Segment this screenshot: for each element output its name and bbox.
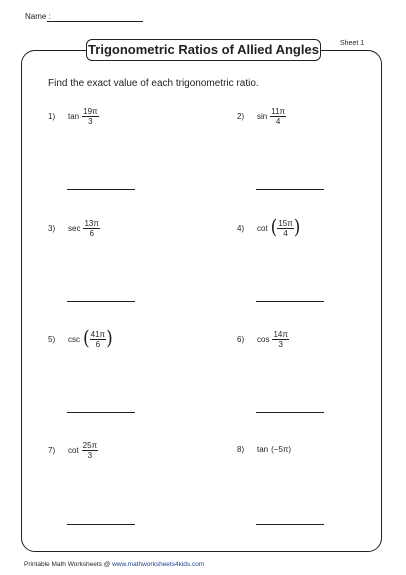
- footer-site-link[interactable]: www.mathworksheets4kids.com: [112, 561, 205, 568]
- problem-number: 1): [48, 112, 56, 121]
- problem-number: 5): [48, 335, 56, 344]
- answer-line-3[interactable]: [67, 301, 135, 302]
- denominator: 3: [88, 117, 93, 126]
- problem-6: [237, 330, 289, 349]
- problem-number: 8): [237, 445, 245, 454]
- answer-line-4[interactable]: [256, 301, 324, 302]
- fraction: [277, 219, 293, 238]
- trig-function: csc: [68, 335, 80, 344]
- name-label: Name :: [25, 12, 51, 21]
- denominator: 4: [275, 117, 281, 126]
- trig-function: sec: [68, 224, 81, 233]
- denominator: 6: [95, 340, 101, 349]
- fraction: [270, 107, 286, 126]
- problem-5: [48, 327, 113, 351]
- denominator: 6: [89, 229, 94, 238]
- answer-line-7[interactable]: [67, 524, 135, 525]
- right-paren: ): [293, 216, 301, 240]
- answer-line-5[interactable]: [67, 412, 135, 413]
- problem-number: 7): [48, 446, 56, 455]
- worksheet-title: Trigonometric Ratios of Allied Angles: [86, 39, 321, 61]
- numerator: 14π: [273, 330, 288, 339]
- trig-function: cos: [257, 335, 270, 344]
- fraction: [82, 107, 98, 126]
- numerator: 13π: [84, 219, 99, 228]
- trig-function: tan: [68, 112, 80, 121]
- problem-number: 3): [48, 224, 56, 233]
- numerator: 15π: [278, 219, 293, 228]
- footer-prefix: Printable Math Worksheets @: [24, 561, 113, 568]
- trig-function: cot: [257, 224, 268, 233]
- expression: (−5π): [271, 445, 292, 454]
- problem-1: [48, 107, 99, 126]
- denominator: 4: [283, 229, 288, 238]
- answer-line-8[interactable]: [256, 524, 324, 525]
- trig-function: sin: [257, 112, 268, 121]
- numerator: 25π: [82, 441, 98, 450]
- trig-function: cot: [68, 446, 79, 455]
- footer: [24, 561, 204, 568]
- problem-3: [48, 219, 100, 238]
- fraction: [82, 441, 98, 460]
- problem-2: [237, 107, 286, 126]
- name-line[interactable]: [47, 21, 143, 22]
- answer-line-1[interactable]: [67, 189, 135, 190]
- answer-line-6[interactable]: [256, 412, 324, 413]
- numerator: 41π: [90, 330, 106, 339]
- problem-number: 6): [237, 335, 245, 344]
- problem-number: 2): [237, 112, 245, 121]
- fraction: [90, 330, 106, 349]
- instruction-text: Find the exact value of each trigonometric ratio.: [48, 78, 259, 89]
- right-paren: ): [106, 327, 113, 351]
- denominator: 3: [87, 451, 93, 460]
- answer-line-2[interactable]: [256, 189, 324, 190]
- problem-number: 4): [237, 224, 245, 233]
- left-paren: (: [83, 327, 90, 351]
- fraction: [272, 330, 288, 349]
- problem-8: [237, 445, 291, 454]
- problem-7: [48, 441, 98, 460]
- denominator: 3: [278, 340, 283, 349]
- trig-function: tan: [257, 445, 269, 454]
- left-paren: (: [270, 216, 278, 240]
- problem-4: [237, 216, 301, 240]
- numerator: 19π: [83, 107, 98, 116]
- numerator: 11π: [271, 107, 286, 116]
- fraction: [83, 219, 99, 238]
- sheet-label: Sheet 1: [340, 40, 365, 47]
